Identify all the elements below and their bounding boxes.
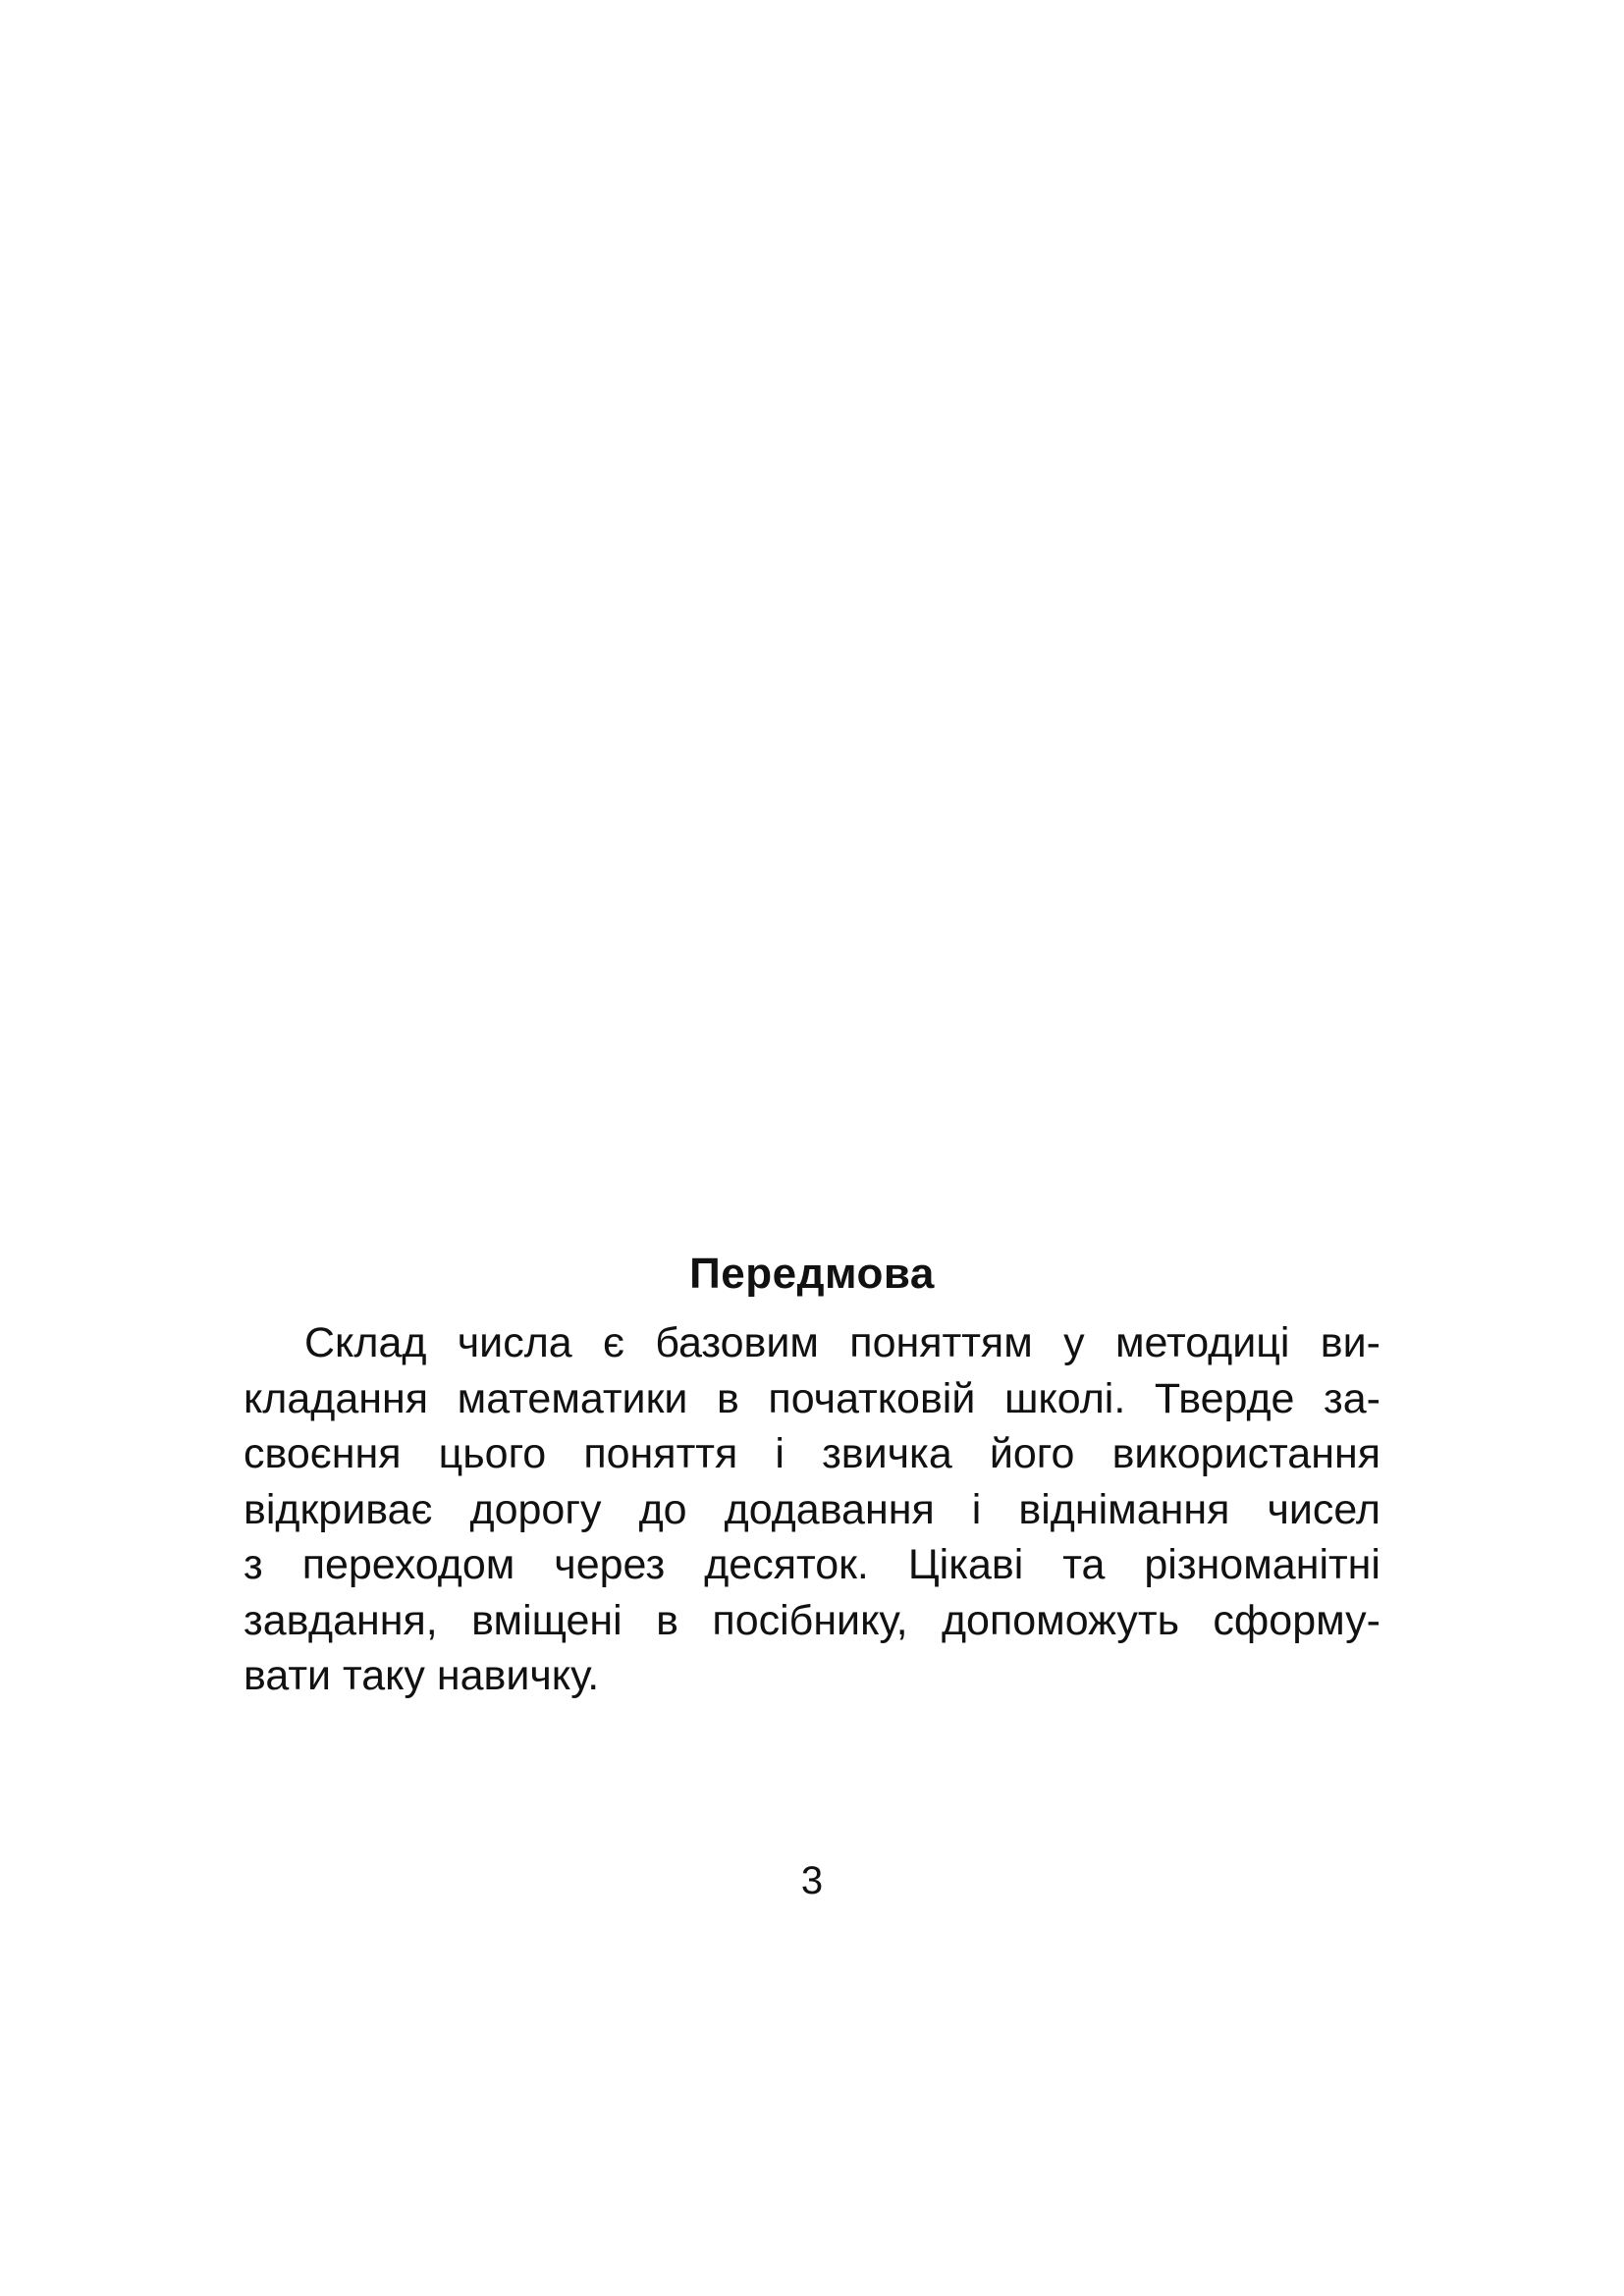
paragraph-line: відкриває дорогу до додавання і віднімання чисел [244,1485,1380,1533]
paragraph-line: кладання математики в початковій школі. Тверде за- [244,1374,1380,1422]
paragraph-line: своєння цього поняття і звичка його використання [244,1430,1380,1477]
paragraph-line: завдання, вміщені в посібнику, допоможуть сформу- [244,1596,1380,1644]
preface-title: Передмова [689,1250,935,1298]
paragraph-line: вати таку навичку. [244,1652,600,1699]
paragraph-line: Склад числа є базовим поняттям у методиці ви- [304,1319,1380,1366]
preface-section [244,1249,1380,1704]
preface-paragraph [244,1315,1380,1704]
page-number: 3 [800,1859,824,1902]
paragraph-line: з переходом через десяток. Цікаві та різноманітні [244,1541,1380,1588]
